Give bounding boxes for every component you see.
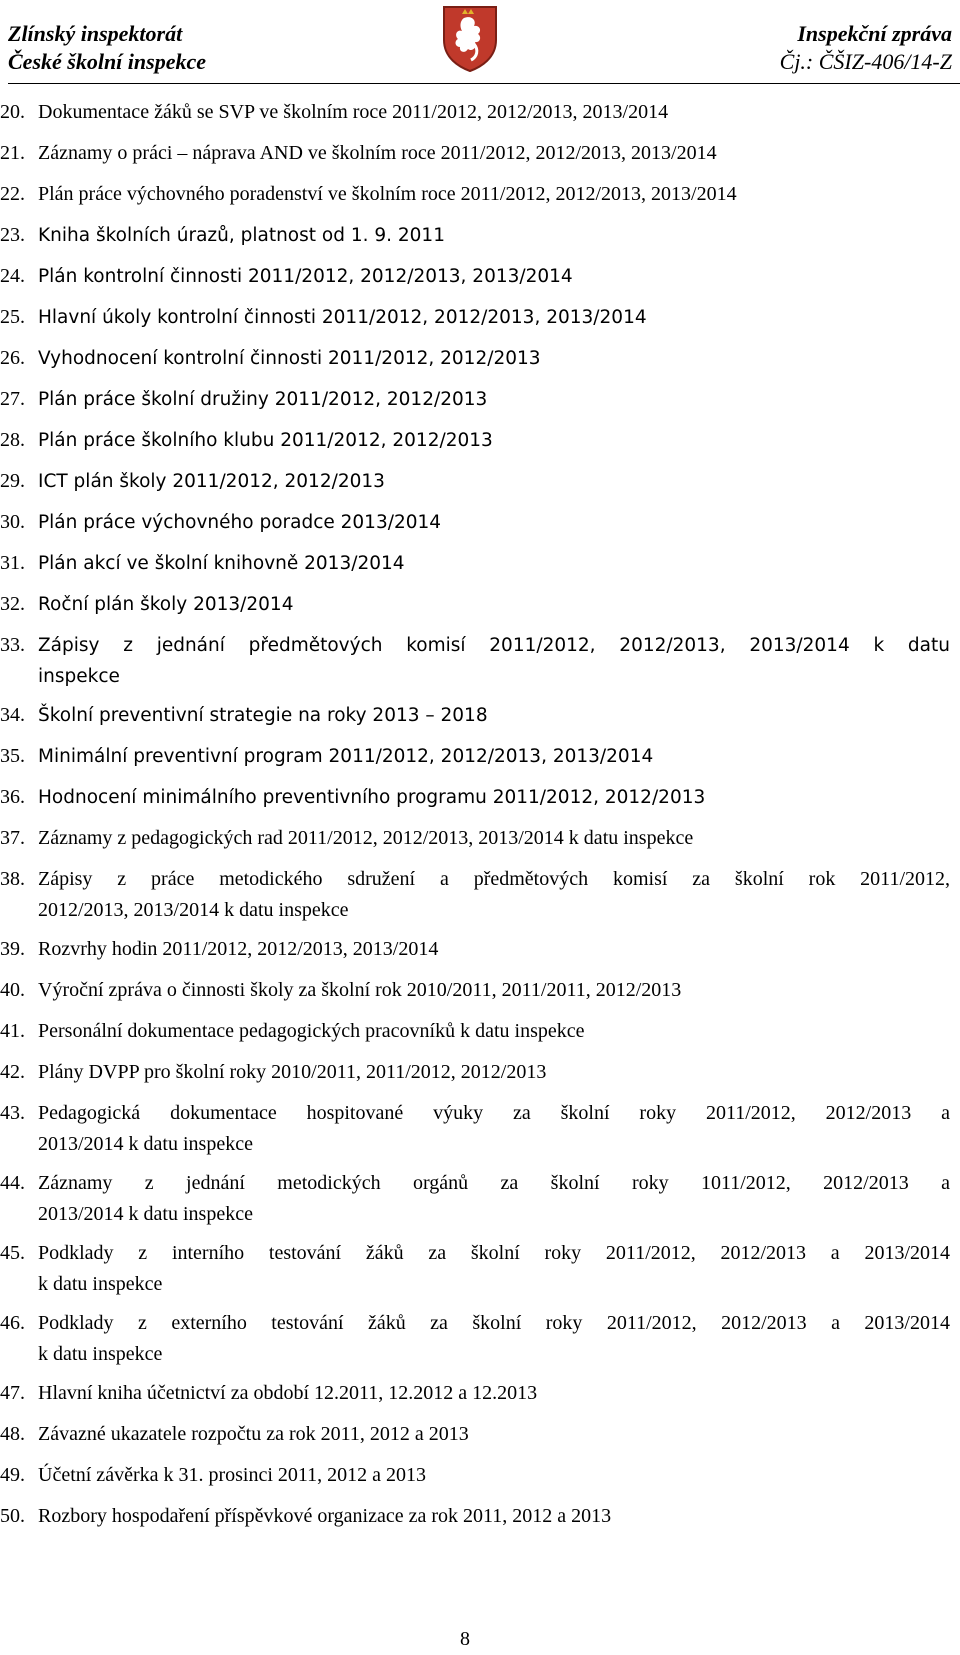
item-text-continued: 2013/2014 k datu inspekce xyxy=(38,1133,253,1155)
item-text: Minimální preventivní program 2011/2012, 2012/2013, 2013/2014 xyxy=(38,746,654,767)
item-number: 44. xyxy=(0,1172,25,1194)
item-text: Plány DVPP pro školní roky 2010/2011, 2011/2012, 2012/2013 xyxy=(38,1061,547,1083)
item-text-continued: 2013/2014 k datu inspekce xyxy=(38,1203,253,1225)
item-text: Podklady z externího testování žáků za školní roky 2011/2012, 2012/2013 a 2013/2014 xyxy=(38,1312,950,1334)
item-number: 36. xyxy=(0,786,25,808)
item-number: 50. xyxy=(0,1505,25,1527)
item-text: Rozvrhy hodin 2011/2012, 2012/2013, 2013/2014 xyxy=(38,938,439,960)
item-text-continued: k datu inspekce xyxy=(38,1343,163,1365)
item-text: Záznamy o práci – náprava AND ve školním roce 2011/2012, 2012/2013, 2013/2014 xyxy=(38,142,717,164)
header-divider xyxy=(8,83,960,84)
item-number: 30. xyxy=(0,511,25,533)
report-title: Inspekční zpráva xyxy=(797,21,952,46)
organization-name: České školní inspekce xyxy=(8,49,206,74)
item-number: 29. xyxy=(0,470,25,492)
item-number: 42. xyxy=(0,1061,25,1083)
item-number: 27. xyxy=(0,388,25,410)
item-number: 35. xyxy=(0,745,25,767)
item-number: 28. xyxy=(0,429,25,451)
item-text: Podklady z interního testování žáků za školní roky 2011/2012, 2012/2013 a 2013/2014 xyxy=(38,1242,950,1264)
reference-number: Čj.: ČŠIZ-406/14-Z xyxy=(779,49,952,74)
item-number: 39. xyxy=(0,938,25,960)
item-number: 31. xyxy=(0,552,25,574)
item-text-continued: 2012/2013, 2013/2014 k datu inspekce xyxy=(38,899,349,921)
item-number: 20. xyxy=(0,101,25,123)
item-number: 37. xyxy=(0,827,25,849)
item-text: Zápisy z jednání předmětových komisí 2011/2012, 2012/2013, 2013/2014 k datu xyxy=(38,635,950,656)
item-text: Plán kontrolní činnosti 2011/2012, 2012/2013, 2013/2014 xyxy=(38,266,573,287)
item-text: Plán práce výchovného poradenství ve školním roce 2011/2012, 2012/2013, 2013/2014 xyxy=(38,183,737,205)
item-text: Účetní závěrka k 31. prosinci 2011, 2012 a 2013 xyxy=(38,1464,427,1486)
item-text: ICT plán školy 2011/2012, 2012/2013 xyxy=(38,471,385,492)
item-number: 38. xyxy=(0,868,25,890)
item-number: 24. xyxy=(0,265,25,287)
item-number: 25. xyxy=(0,306,25,328)
inspectorate-name: Zlínský inspektorát xyxy=(8,21,183,46)
item-text: Hlavní kniha účetnictví za období 12.2011, 12.2012 a 12.2013 xyxy=(38,1382,538,1404)
item-text-continued: inspekce xyxy=(38,666,120,687)
item-number: 49. xyxy=(0,1464,25,1486)
item-text: Záznamy z pedagogických rad 2011/2012, 2012/2013, 2013/2014 k datu inspekce xyxy=(38,827,694,849)
item-number: 33. xyxy=(0,634,25,656)
page-number: 8 xyxy=(460,1628,470,1650)
item-text: Závazné ukazatele rozpočtu za rok 2011, 2012 a 2013 xyxy=(38,1423,469,1445)
item-text: Plán práce školního klubu 2011/2012, 2012/2013 xyxy=(38,430,493,451)
item-text: Plán akcí ve školní knihovně 2013/2014 xyxy=(38,553,405,574)
item-text: Záznamy z jednání metodických orgánů za školní roky 1011/2012, 2012/2013 a xyxy=(38,1172,950,1194)
item-number: 43. xyxy=(0,1102,25,1124)
item-number: 32. xyxy=(0,593,25,615)
item-text: Výroční zpráva o činnosti školy za školní rok 2010/2011, 2011/2011, 2012/2013 xyxy=(38,979,682,1001)
item-text: Pedagogická dokumentace hospitované výuky za školní roky 2011/2012, 2012/2013 a xyxy=(38,1102,950,1124)
item-number: 26. xyxy=(0,347,25,369)
item-text: Plán práce výchovného poradce 2013/2014 xyxy=(38,512,442,533)
item-text: Zápisy z práce metodického sdružení a předmětových komisí za školní rok 2011/2012, xyxy=(38,868,950,890)
state-emblem-icon xyxy=(441,4,499,72)
item-number: 23. xyxy=(0,224,25,246)
item-text: Vyhodnocení kontrolní činnosti 2011/2012, 2012/2013 xyxy=(38,348,541,369)
item-number: 41. xyxy=(0,1020,25,1042)
item-text: Hlavní úkoly kontrolní činnosti 2011/2012, 2012/2013, 2013/2014 xyxy=(38,307,647,328)
item-number: 34. xyxy=(0,704,25,726)
item-number: 45. xyxy=(0,1242,25,1264)
item-text: Personální dokumentace pedagogických pracovníků k datu inspekce xyxy=(38,1020,585,1042)
item-text: Dokumentace žáků se SVP ve školním roce 2011/2012, 2012/2013, 2013/2014 xyxy=(38,101,669,123)
item-text: Školní preventivní strategie na roky 2013 – 2018 xyxy=(38,705,488,726)
item-text: Roční plán školy 2013/2014 xyxy=(38,594,294,615)
item-number: 47. xyxy=(0,1382,25,1404)
item-text: Plán práce školní družiny 2011/2012, 2012/2013 xyxy=(38,389,488,410)
item-text: Kniha školních úrazů, platnost od 1. 9. 2011 xyxy=(38,225,445,246)
item-number: 22. xyxy=(0,183,25,205)
item-text: Hodnocení minimálního preventivního programu 2011/2012, 2012/2013 xyxy=(38,787,706,808)
item-text: Rozbory hospodaření příspěvkové organizace za rok 2011, 2012 a 2013 xyxy=(38,1505,612,1527)
item-text-continued: k datu inspekce xyxy=(38,1273,163,1295)
item-number: 46. xyxy=(0,1312,25,1334)
header-left xyxy=(8,20,206,76)
page-header xyxy=(0,0,960,92)
item-number: 48. xyxy=(0,1423,25,1445)
header-right xyxy=(780,20,952,76)
item-number: 21. xyxy=(0,142,25,164)
item-number: 40. xyxy=(0,979,25,1001)
